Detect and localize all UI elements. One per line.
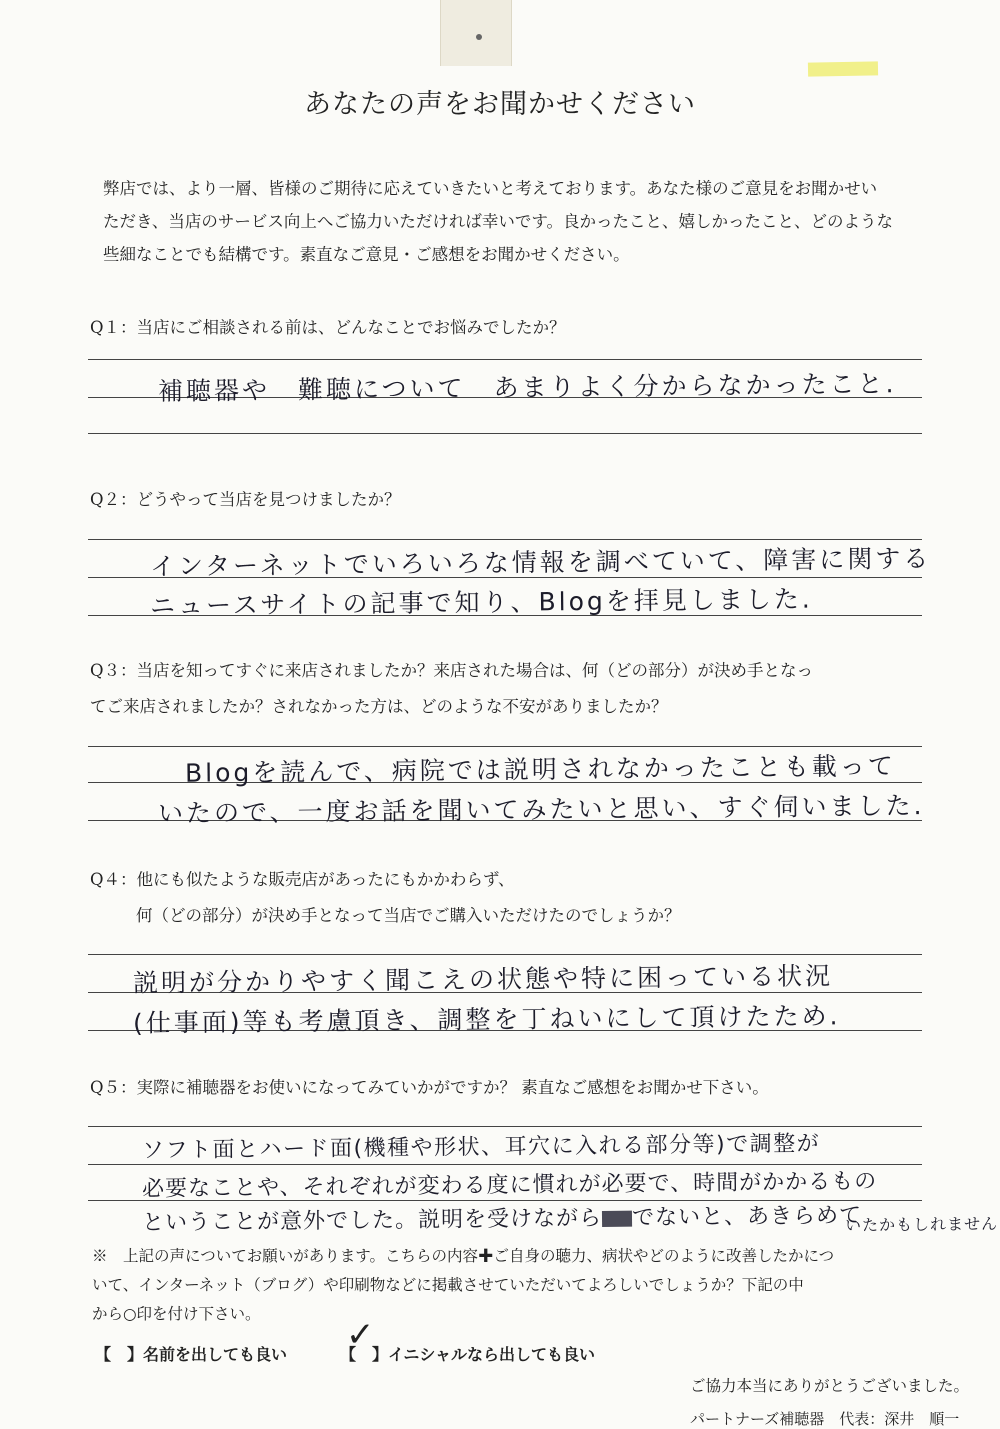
question-2: Q２：どうやって当店を見つけましたか？ [90,490,401,509]
signature: パートナーズ補聴器 代表：深井 順一 [690,1410,960,1428]
question-4-line-1: Q４：他にも似たような販売店があったにもかかわらず、 [90,870,515,889]
tape-strip [440,0,512,66]
checkmark-icon: ✓ [346,1315,375,1355]
intro-paragraph [103,172,933,271]
question-5: Q５：実際に補聴器をお使いになってみていかがですか？ 素直なご感想をお聞かせ下さい。 [90,1078,769,1097]
answer-3-line-1: Blogを読んで、病院では説明されなかったことも載って [184,751,896,788]
intro-line: 弊店では、より一層、皆様のご期待に応えていきたいと考えております。あなた様のご意見をお聞かせい [103,179,878,198]
question-3-line-1: Q３：当店を知ってすぐに来店されましたか？来店された場合は、何（どの部分）が決め手となっ [90,661,814,680]
answer-3-line-2: いたので、一度お話を聞いてみたいと思い、すぐ伺いました. [157,790,925,829]
option-initial-ok[interactable]: 【 】イニシャルなら出しても良い [340,1345,596,1364]
answer-4-line-2: (仕事面)等も考慮頂き、調整を丁ねいにして頂けたため. [132,1001,841,1038]
scribble-strikeout [602,1211,632,1227]
answer-5-line-3-start: ということが意外でした。説明を受けながら [141,1205,603,1236]
answer-5-line-3 [142,1198,862,1237]
consent-line: から○印を付け下さい。 [92,1305,261,1323]
intro-line: ただき、当店のサービス向上へご協力いただければ幸いです。良かったこと、嬉しかったこと、どのような [103,212,894,231]
answer-2-line-1: インターネットでいろいろな情報を調べていて、障害に関する [149,543,932,582]
answer-line [88,359,922,360]
consent-line: いて、インターネット（ブログ）や印刷物などに掲載させていただいてよろしいでしょうか？下記の中 [92,1276,804,1294]
consent-request [92,1242,932,1329]
question-1: Q１：当店にご相談される前は、どんなことでお悩みでしたか？ [90,318,566,337]
intro-line: 些細なことでも結構です。素直なご意見・ご感想をお聞かせください。 [103,245,630,264]
answer-line [88,954,922,955]
answer-5-line-4: いたかもしれません [844,1214,999,1235]
answer-line [88,433,922,434]
answer-5-line-2: 必要なことや、それぞれが変わる度に慣れが必要で、時間がかかるもの [141,1169,878,1202]
thanks-message: ご協力本当にありがとうございました。 [690,1377,970,1395]
option-name-ok[interactable]: 【 】名前を出しても良い [95,1345,288,1364]
answer-2-line-2: ニュースサイトの記事で知り、Blogを拝見しました. [149,584,813,621]
consent-line: ※ 上記の声についてお願いがあります。こちらの内容✚ご自身の聴力、病状やどのように改善したかにつ [92,1247,835,1265]
answer-1: 補聴器や 難聴について あまりよく分からなかったこと. [157,369,897,406]
page-title: あなたの声をお聞かせください [304,89,696,120]
question-3-line-2: てご来店されましたか？されなかった方は、どのような不安がありましたか？ [90,697,668,716]
answer-5-line-1: ソフト面とハード面(機種や形状、耳穴に入れる部分等)で調整が [141,1131,821,1164]
answer-5-line-3-end: でないと、あきらめて [631,1203,863,1231]
question-4-line-2: 何（どの部分）が決め手となって当店でご購入いただけたのでしょうか？ [136,906,681,925]
staple-mark [476,34,482,40]
answer-4-line-1: 説明が分かりやすく聞こえの状態や特に困っている状況 [132,961,834,998]
sticky-note [808,61,878,76]
